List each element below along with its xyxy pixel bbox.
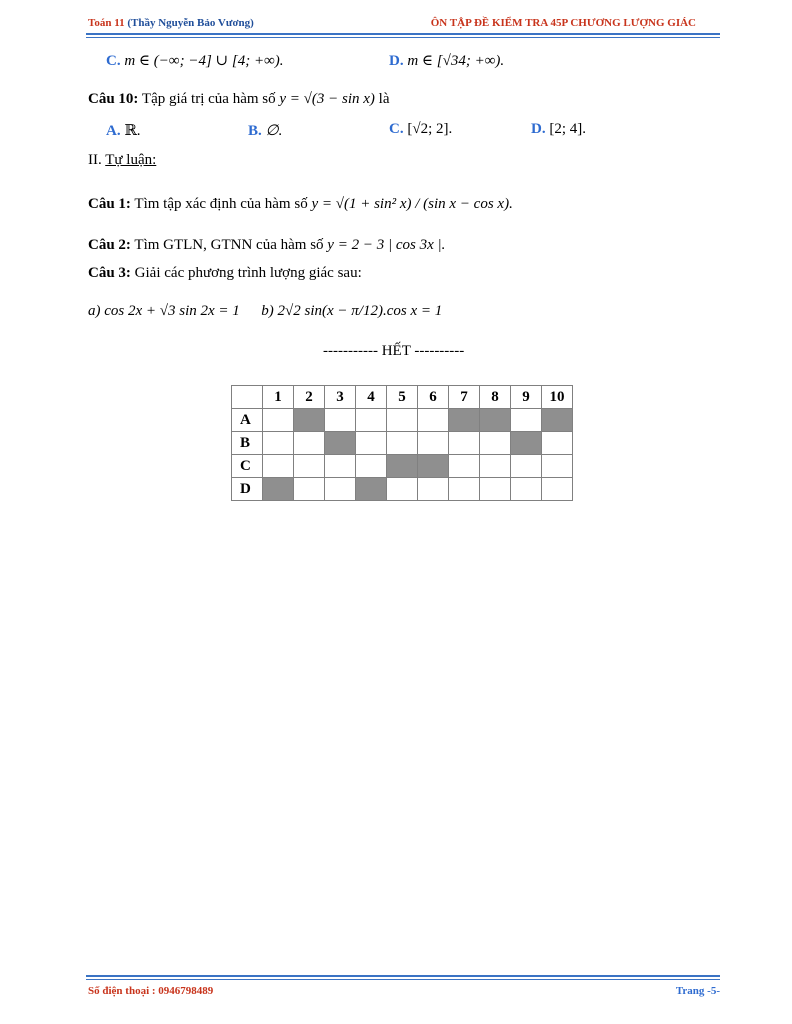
answer-cell-filled <box>418 455 449 478</box>
footer-rule <box>86 975 720 977</box>
answer-cell <box>449 455 480 478</box>
section-prefix: II. <box>88 152 102 168</box>
q9-d-label: D. <box>389 53 404 69</box>
answer-cell-filled <box>480 409 511 432</box>
essay-3-parts <box>88 303 442 320</box>
answer-cell <box>542 478 573 501</box>
answer-cell <box>542 455 573 478</box>
q10-stem <box>88 91 390 108</box>
header-left <box>88 17 254 29</box>
essay-3-a: a) cos 2x + √3 sin 2x = 1 <box>88 303 240 319</box>
answer-row-label: D <box>232 478 263 501</box>
header-title: ÔN TẬP ĐỀ KIỂM TRA 45P CHƯƠNG LƯỢNG GIÁC <box>430 17 696 29</box>
answer-cell <box>325 455 356 478</box>
answer-cell <box>356 409 387 432</box>
essay-3-b: b) 2√2 sin(x − π/12).cos x = 1 <box>261 303 443 319</box>
answer-cell <box>511 409 542 432</box>
answer-cell <box>263 432 294 455</box>
footer-page: Trang -5- <box>675 985 720 997</box>
q10-label: Câu 10: <box>88 91 139 107</box>
answer-row <box>232 455 573 478</box>
answer-col-header: 1 <box>263 386 294 409</box>
answer-cell-filled <box>294 409 325 432</box>
answer-cell <box>449 478 480 501</box>
end-marker: ----------- HẾT ---------- <box>323 343 465 359</box>
answer-cell <box>356 432 387 455</box>
answer-cell-filled <box>449 409 480 432</box>
answer-col-header: 9 <box>511 386 542 409</box>
answer-row-label: B <box>232 432 263 455</box>
answer-table <box>231 385 573 501</box>
answer-col-header: 4 <box>356 386 387 409</box>
q9-d-text: m ∈ [√34; +∞). <box>407 53 505 69</box>
section-essay-heading <box>88 152 156 169</box>
essay-3-text: Giải các phương trình lượng giác sau: <box>134 265 362 281</box>
answer-cell-filled <box>263 478 294 501</box>
q9-c-label: C. <box>106 53 121 69</box>
answer-cell <box>480 432 511 455</box>
answer-cell-filled <box>387 455 418 478</box>
answer-col-header: 5 <box>387 386 418 409</box>
answer-cell-filled <box>511 432 542 455</box>
answer-table-header <box>232 386 573 409</box>
header-author: (Thầy Nguyễn Bảo Vương) <box>127 17 254 29</box>
footer-rule-thin <box>86 979 720 980</box>
essay-3-label: Câu 3: <box>88 265 131 281</box>
essay-1-label: Câu 1: <box>88 196 131 212</box>
essay-2 <box>88 237 445 254</box>
answer-row <box>232 432 573 455</box>
q10-a-label: A. <box>106 123 121 139</box>
footer-phone: Số điện thoại : 0946798489 <box>88 985 214 997</box>
answer-cell <box>263 455 294 478</box>
header-rule-thin <box>86 37 720 38</box>
q10-d-text: [2; 4]. <box>549 121 587 137</box>
q9-option-c <box>106 51 284 70</box>
q10-tail: là <box>378 91 390 107</box>
answer-cell <box>511 478 542 501</box>
q10-c-text: [√2; 2]. <box>407 121 453 137</box>
q10-a-text: ℝ. <box>124 123 141 139</box>
answer-cell <box>542 432 573 455</box>
answer-col-header: 10 <box>542 386 573 409</box>
essay-3 <box>88 265 362 282</box>
answer-cell <box>263 409 294 432</box>
essay-1 <box>88 196 513 213</box>
essay-2-text: Tìm GTLN, GTNN của hàm số <box>134 237 324 253</box>
q10-b-text: ∅. <box>265 123 283 139</box>
section-title: Tự luận: <box>105 152 157 168</box>
answer-cell <box>418 478 449 501</box>
answer-row <box>232 409 573 432</box>
answer-cell <box>449 432 480 455</box>
answer-cell <box>294 455 325 478</box>
answer-cell <box>418 432 449 455</box>
answer-cell-filled <box>542 409 573 432</box>
q9-c-text: m ∈ (−∞; −4] ∪ [4; +∞). <box>124 53 284 69</box>
q9-option-d <box>389 51 504 70</box>
answer-col-header: 8 <box>480 386 511 409</box>
answer-cell <box>418 409 449 432</box>
answer-col-header: 7 <box>449 386 480 409</box>
q10-text: Tập giá trị của hàm số <box>141 91 276 107</box>
answer-cell <box>325 409 356 432</box>
q10-option-c <box>389 121 452 138</box>
answer-cell <box>294 478 325 501</box>
answer-cell <box>387 409 418 432</box>
answer-col-header: 3 <box>325 386 356 409</box>
header-rule <box>86 33 720 35</box>
q10-option-d <box>531 121 586 138</box>
q10-b-label: B. <box>248 123 262 139</box>
q10-d-label: D. <box>531 121 546 137</box>
answer-col-header: 2 <box>294 386 325 409</box>
q10-option-b <box>248 121 282 140</box>
answer-col-header: 6 <box>418 386 449 409</box>
answer-cell <box>511 455 542 478</box>
answer-cell <box>480 478 511 501</box>
answer-cell <box>480 455 511 478</box>
header-subject: Toán 11 <box>88 17 125 29</box>
answer-cell-filled <box>356 478 387 501</box>
answer-table-corner <box>232 386 263 409</box>
essay-2-label: Câu 2: <box>88 237 131 253</box>
answer-cell-filled <box>325 432 356 455</box>
q10-option-a <box>106 121 141 140</box>
essay-1-formula: y = √(1 + sin² x) / (sin x − cos x). <box>311 196 513 212</box>
essay-1-text: Tìm tập xác định của hàm số <box>134 196 308 212</box>
answer-row <box>232 478 573 501</box>
answer-cell <box>387 478 418 501</box>
answer-cell <box>325 478 356 501</box>
q10-formula: y = √(3 − sin x) <box>279 91 375 107</box>
answer-cell <box>387 432 418 455</box>
answer-cell <box>356 455 387 478</box>
answer-cell <box>294 432 325 455</box>
answer-row-label: C <box>232 455 263 478</box>
answer-row-label: A <box>232 409 263 432</box>
q10-c-label: C. <box>389 121 404 137</box>
essay-2-formula: y = 2 − 3 | cos 3x |. <box>327 237 446 253</box>
